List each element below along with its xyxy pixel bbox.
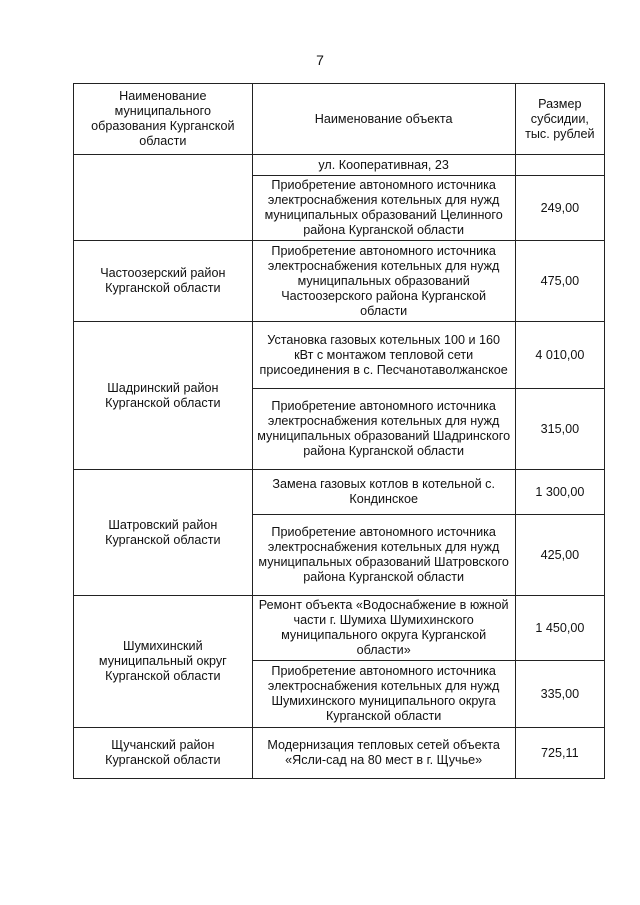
cell-amount: 725,11 [515, 728, 604, 779]
cell-object: Приобретение автономного источника электроснабжения котельных для нужд Шумихинского муниципального округа Курганской области [252, 661, 515, 728]
table-row [74, 241, 605, 322]
cell-amount: 1 300,00 [515, 470, 604, 515]
table-row [74, 596, 605, 661]
cell-object: Установка газовых котельных 100 и 160 кВт с монтажом тепловой сети присоединения в с. Песчанотаволжанское [252, 322, 515, 389]
table-row [74, 470, 605, 515]
table-row [74, 155, 605, 176]
header-object: Наименование объекта [252, 84, 515, 155]
cell-object: Приобретение автономного источника электроснабжения котельных для нужд муниципальных образований Шадринского района Курганской области [252, 389, 515, 470]
cell-object: Модернизация тепловых сетей объекта «Ясли-сад на 80 мест в г. Щучье» [252, 728, 515, 779]
cell-object: Замена газовых котлов в котельной с. Кондинское [252, 470, 515, 515]
table-row [74, 322, 605, 389]
header-amount: Размер субсидии, тыс. рублей [515, 84, 604, 155]
cell-object: Приобретение автономного источника электроснабжения котельных для нужд муниципальных образований Частоозерского района Курганской области [252, 241, 515, 322]
cell-municipality [74, 155, 253, 241]
cell-amount: 425,00 [515, 515, 604, 596]
cell-amount [515, 155, 604, 176]
table-header-row [74, 84, 605, 155]
cell-municipality: Шатровский район Курганской области [74, 470, 253, 596]
cell-municipality: Шумихинский муниципальный округ Курганской области [74, 596, 253, 728]
cell-municipality: Щучанский район Курганской области [74, 728, 253, 779]
cell-amount: 475,00 [515, 241, 604, 322]
cell-amount: 315,00 [515, 389, 604, 470]
page-number: 7 [316, 52, 324, 68]
cell-amount: 1 450,00 [515, 596, 604, 661]
cell-municipality: Шадринский район Курганской области [74, 322, 253, 470]
cell-amount: 249,00 [515, 176, 604, 241]
cell-object: ул. Кооперативная, 23 [252, 155, 515, 176]
cell-amount: 4 010,00 [515, 322, 604, 389]
subsidy-table [73, 83, 605, 779]
cell-municipality: Частоозерский район Курганской области [74, 241, 253, 322]
cell-object: Приобретение автономного источника электроснабжения котельных для нужд муниципальных образований Шатровского района Курганской области [252, 515, 515, 596]
cell-amount: 335,00 [515, 661, 604, 728]
table-row [74, 728, 605, 779]
cell-object: Ремонт объекта «Водоснабжение в южной части г. Шумиха Шумихинского муниципального округа Курганской области» [252, 596, 515, 661]
header-municipality: Наименование муниципального образования Курганской области [74, 84, 253, 155]
cell-object: Приобретение автономного источника электроснабжения котельных для нужд муниципальных образований Целинного района Курганской области [252, 176, 515, 241]
